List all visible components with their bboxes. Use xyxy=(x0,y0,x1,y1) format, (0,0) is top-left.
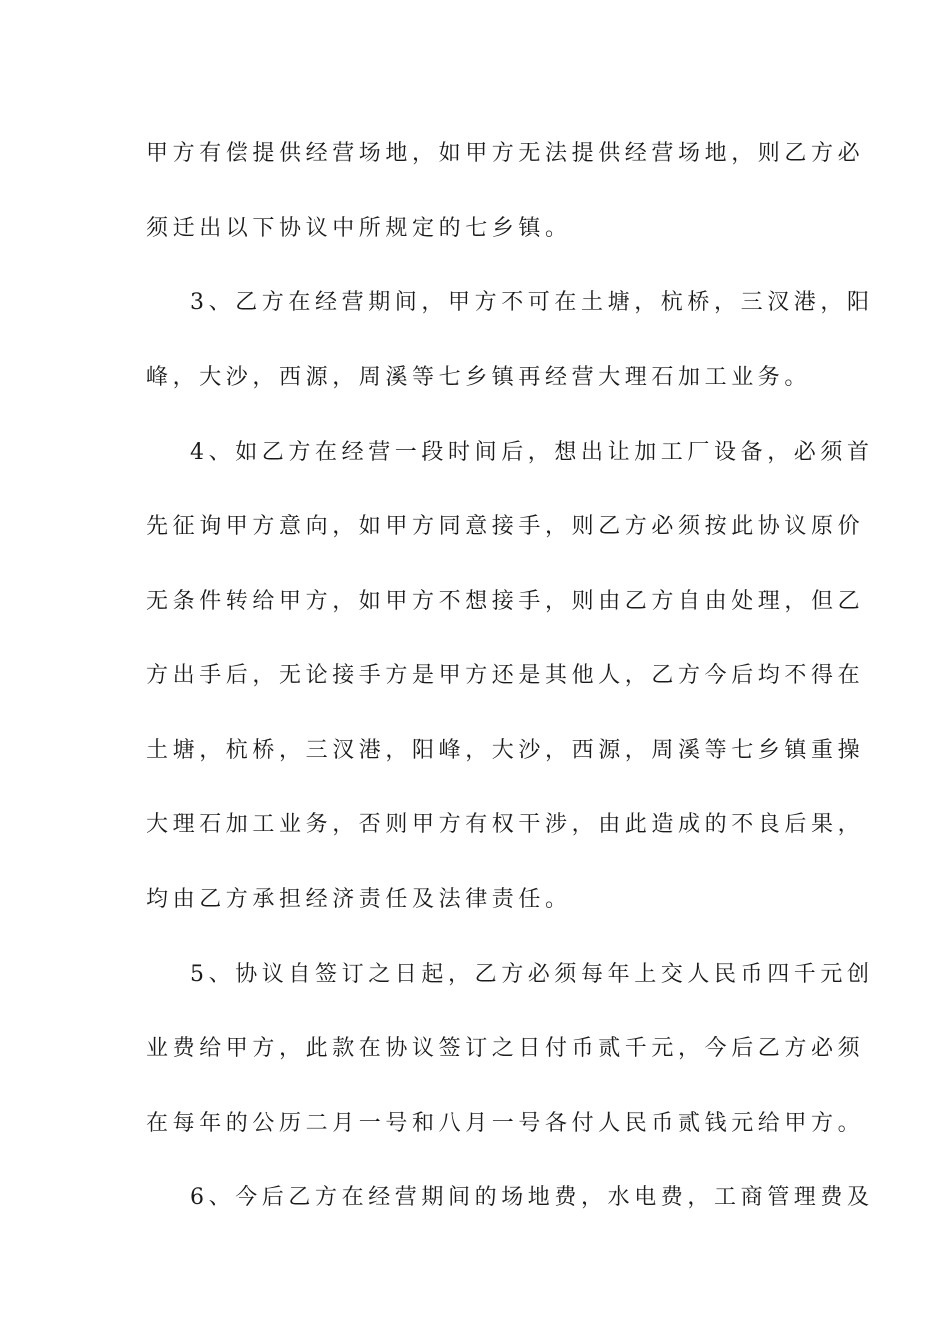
text-line: 均由乙方承担经济责任及法律责任。 xyxy=(146,887,572,912)
paragraph-5-line: 5、协议自签订之日起，乙方必须每年上交人民币四千元创 xyxy=(190,962,874,987)
text-line: 在每年的公历二月一号和八月一号各付人民币贰钱元给甲方。 xyxy=(146,1111,865,1136)
text-line: 无条件转给甲方，如甲方不想接手，则由乙方自由处理，但乙 xyxy=(146,589,865,614)
text-line: 大理石加工业务，否则甲方有权干涉，由此造成的不良后果， xyxy=(146,812,865,837)
text-line: 峰，大沙，西源，周溪等七乡镇再经营大理石加工业务。 xyxy=(146,365,812,390)
text-line: 业费给甲方，此款在协议签订之日付币贰千元，今后乙方必须 xyxy=(146,1036,865,1061)
text-line: 须迁出以下协议中所规定的七乡镇。 xyxy=(146,216,572,241)
text-line: 方出手后，无论接手方是甲方还是其他人，乙方今后均不得在 xyxy=(146,663,865,688)
text-line: 先征询甲方意向，如甲方同意接手，则乙方必须按此协议原价 xyxy=(146,514,865,539)
paragraph-6-line: 6、今后乙方在经营期间的场地费，水电费，工商管理费及 xyxy=(190,1185,874,1210)
paragraph-4-line: 4、如乙方在经营一段时间后，想出让加工厂设备，必须首 xyxy=(190,440,874,465)
paragraph-3-line: 3、乙方在经营期间，甲方不可在土塘，杭桥，三汊港，阳 xyxy=(190,290,874,315)
text-line: 甲方有偿提供经营场地，如甲方无法提供经营场地，则乙方必 xyxy=(146,141,865,166)
text-line: 土塘，杭桥，三汊港，阳峰，大沙，西源，周溪等七乡镇重操 xyxy=(146,738,865,763)
